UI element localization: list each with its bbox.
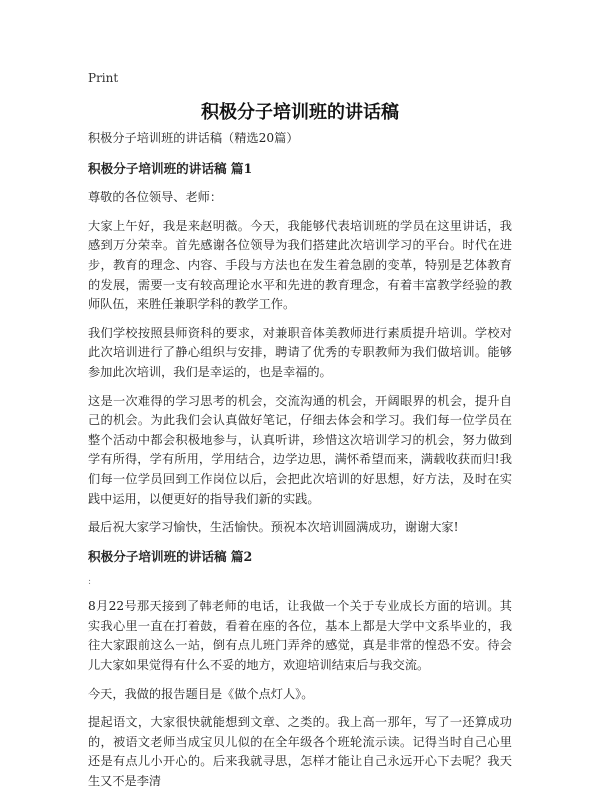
document-title: 积极分子培训班的讲话稿	[201, 102, 399, 123]
section-marker: :	[88, 577, 92, 588]
document-body	[88, 129, 512, 801]
paragraph: 8月22号那天接到了韩老师的电话，让我做一个关于专业成长方面的培训。其实我心里一直在打着鼓，看着在座的各位，基本上都是大学中文系毕业的，我往大家跟前这么一站，倒有点儿班门弄斧的感觉，真是非常的惶恐不安。待会儿大家如果觉得有什么不妥的地方，欢迎培训结束后与我交流。	[88, 599, 512, 673]
section-heading: 积极分子培训班的讲话稿 篇2	[88, 548, 253, 564]
paragraph: 大家上午好，我是来赵明薇。今天，我能够代表培训班的学员在这里讲话，我感到万分荣幸。首先感谢各位领导为我们搭建此次培训学习的平台。时代在进步，教育的理念、内容、手段与方法也在发生着急剧的变革，特别是艺体教育的发展，需要一支有较高理论水平和先进的教育理念，有着丰富教学经验的教师队伍，来胜任兼职学科的教学工作。	[88, 218, 512, 312]
paragraph: 提起语文，大家很快就能想到文章、之类的。我上高一那年，写了一还算成功的，被语文老师当成宝贝儿似的在全年级各个班轮流示读。记得当时自己心里还是有点儿小开心的。后来我就寻思，怎样才能让自己永远开心下去呢？我天生又不是李清	[88, 715, 512, 789]
paragraph: 我们学校按照县师资科的要求，对兼职音体美教师进行素质提升培训。学校对此次培训进行了静心组织与安排，聘请了优秀的专职教师为我们做培训。能够参加此次培训，我们是幸运的，也是幸福的。	[88, 325, 512, 379]
paragraph: 这是一次难得的学习思考的机会，交流沟通的机会，开阔眼界的机会，提升自己的机会。为此我们会认真做好笔记，仔细去体会和学习。我们每一位学员在整个活动中都会积极地参与，认真听讲，珍惜这次培训学习的机会，努力做到学有所得，学有所用，学用结合，边学边思，满怀希望而来，满载收获而归!我们每一位学员回到工作岗位以后，会把此次培训的好思想，好方法，及时在实践中运用，以便更好的指导我们新的实践。	[88, 393, 512, 506]
print-link[interactable]: Print	[88, 71, 119, 85]
document-subtitle: 积极分子培训班的讲话稿（精选20篇）	[88, 131, 299, 145]
section-heading: 积极分子培训班的讲话稿 篇1	[88, 160, 253, 176]
paragraph: 最后祝大家学习愉快，生活愉快。预祝本次培训圆满成功，谢谢大家!	[88, 520, 459, 535]
greeting: 尊敬的各位领导、老师：	[88, 190, 223, 205]
paragraph: 今天，我做的报告题目是《做个点灯人》。	[88, 686, 314, 701]
